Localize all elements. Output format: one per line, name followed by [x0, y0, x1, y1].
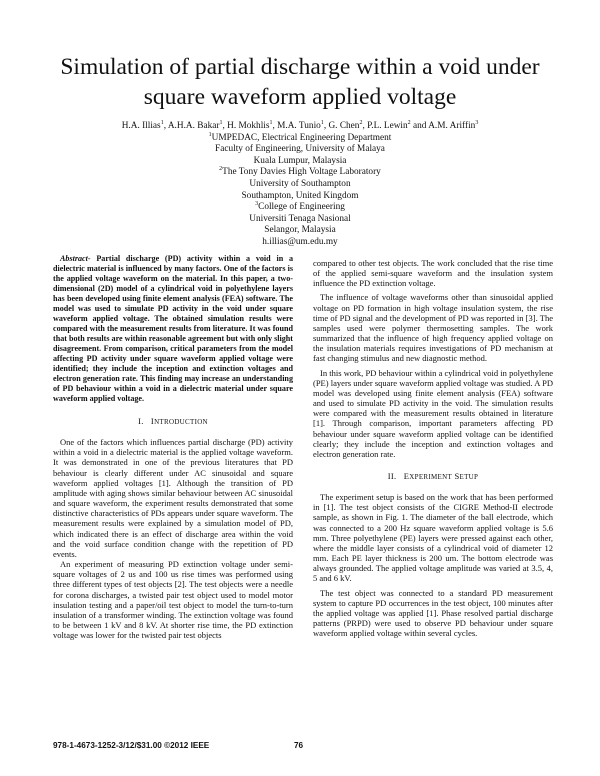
section-heading-experiment-setup: II. EXPERIMENT SETUP — [387, 470, 479, 481]
affiliation-3-location: Selangor, Malaysia — [264, 225, 336, 236]
intro-paragraph-2: An experiment of measuring PD extinction voltage under semi-square voltages of 2 us and 100 us rise times was performed using three different types of test objects [2]. The test objects were a needle for corona discharges, a twisted pair test object used to model motor insulation testing and a paper/oil test object to model the turn-to-turn insulation of a transformer winding. The extinction voltage was found to be between 1 kV and 8 kV. At shorter rise time, the PD extinction voltage was lower for the twisted pair test objects — [53, 559, 293, 641]
affiliation-3: $^3$College of Engineering — [255, 201, 345, 213]
affiliation-1-faculty: Faculty of Engineering, University of Malaya — [215, 144, 385, 155]
intro-paragraph-4: In this work, PD behaviour within a cylindrical void in polyethylene (PE) layers under square waveform applied voltage was studied. A PD model was developed using finite element analysis (FEA) software and used to simulate PD activity in the void. The simulation results were compared with the measurement results obtained in literature [1]. Through comparison, important parameters affecting PD behaviour under square waveform applied voltage can be identified clearly; they include the inception and extinction voltages and electron generation rate. — [313, 367, 553, 459]
title-line-2: square waveform applied voltage — [143, 84, 457, 110]
paper-title — [40, 52, 560, 112]
left-column — [53, 254, 293, 640]
author-email: h.illias@um.edu.my — [262, 236, 338, 247]
intro-paragraph-3: The influence of voltage waveforms other than sinusoidal applied voltage on PD formation in high voltage insulation system, the rise time of PD signal and the development of PD was reported in [3]. The samples used were polymer thermosetting samples. The work summarized that the influence of high frequency applied voltage on the insulation materials requires investigations of PD mechanism at fast changing stimulus and new diagnostic method. — [313, 292, 553, 364]
abstract: Abstract- Partial discharge (PD) activity within a void in a dielectric material is influenced by many factors. One of the factors is the applied voltage waveform on the material. In this paper, a two-dimensional (2D) model of a cylindrical void in polyethylene layers has been developed using finite element analysis (FEA) software. The model was used to simulate PD activity in the void under square waveform applied voltage. The obtained simulation results were compared with the measurement results from literature. It was found that both results are within reasonable agreement but with only slight disagreement. From comparison, critical parameters from the model affecting PD activity under square waveform applied voltage were identified; they include the inception and extinction voltages and electron generation rate. This finding may increase an understanding of PD behaviour within a void in a dielectric material under square waveform applied voltage. — [53, 254, 293, 403]
affiliation-1: $^1$UMPEDAC, Electrical Engineering Department — [208, 131, 392, 143]
affiliation-2-university: University of Southampton — [249, 178, 351, 189]
affiliation-1-location: Kuala Lumpur, Malaysia — [253, 155, 347, 166]
author-block — [60, 121, 540, 249]
right-column — [313, 258, 553, 638]
intro-paragraph-1: One of the factors which influences partial discharge (PD) activity within a void in a dielectric material is the applied voltage waveform. It was demonstrated in one of the previous literatures that PD behaviour is clearly different under AC sinusoidal and square waveform applied voltages [1]. Although the transition of PD amplitude with aging shows similar behaviour between AC sinusoidal and square waveform, the experiment results demonstrated that some distinctive characteristics of PDs appears under square waveform. The measurement results were explained by a simulation model of PD, which indicated there is an effect of discharge area within the void and the void surface condition change with the repetition of PD events. — [53, 437, 293, 559]
affiliation-3-university: Universiti Tenaga Nasional — [249, 213, 351, 224]
setup-paragraph-2: The test object was connected to a standard PD measurement system to capture PD occurrences in the test object, 100 minutes after the applied voltage was applied [1]. Phase resolved partial discharge patterns (PRPD) were used to observe PD behaviour under square waveform applied voltage within several cycles. — [313, 587, 553, 639]
setup-paragraph-1: The experiment setup is based on the work that has been performed in [1]. The test object consists of the CIGRE Method-II electrode sample, as shown in Fig. 1. The diameter of the ball electrode, which was connected to a 200 Hz square waveform applied voltage is 5.6 mm. Three polyethylene (PE) layers were pressed against each other, where the middle layer consists of a cylindrical void of diameter 12 mm. Each PE layer thickness is 200 um. The bottom electrode was always grounded. The applied voltage amplitude was varied at 3.5, 4, 5 and 6 kV. — [313, 492, 553, 584]
page-number: 76 — [294, 741, 304, 750]
affiliation-2-location: Southampton, United Kingdom — [241, 190, 359, 201]
section-heading-introduction: I. INTRODUCTION — [138, 416, 208, 426]
author-names: H.A. Illias$^1$, A.H.A. Bakar$^1$, H. Mokhlis$^1$, M.A. Tunio$^1$, G. Chen$^2$, P.L. Lewin$^2$ and A.M. Ariffin$^3$ — [121, 119, 479, 131]
title-line-1: Simulation of partial discharge within a void under — [60, 54, 540, 80]
intro-paragraph-2-continued: compared to other test objects. The work concluded that the rise time of the applied semi-square waveform and the insulation system influence the PD extinction voltage. — [313, 258, 553, 289]
affiliation-2: $^2$The Tony Davies High Voltage Laboratory — [219, 166, 381, 178]
footer-isbn: 978-1-4673-1252-3/12/$31.00 ©2012 IEEE — [53, 741, 210, 750]
